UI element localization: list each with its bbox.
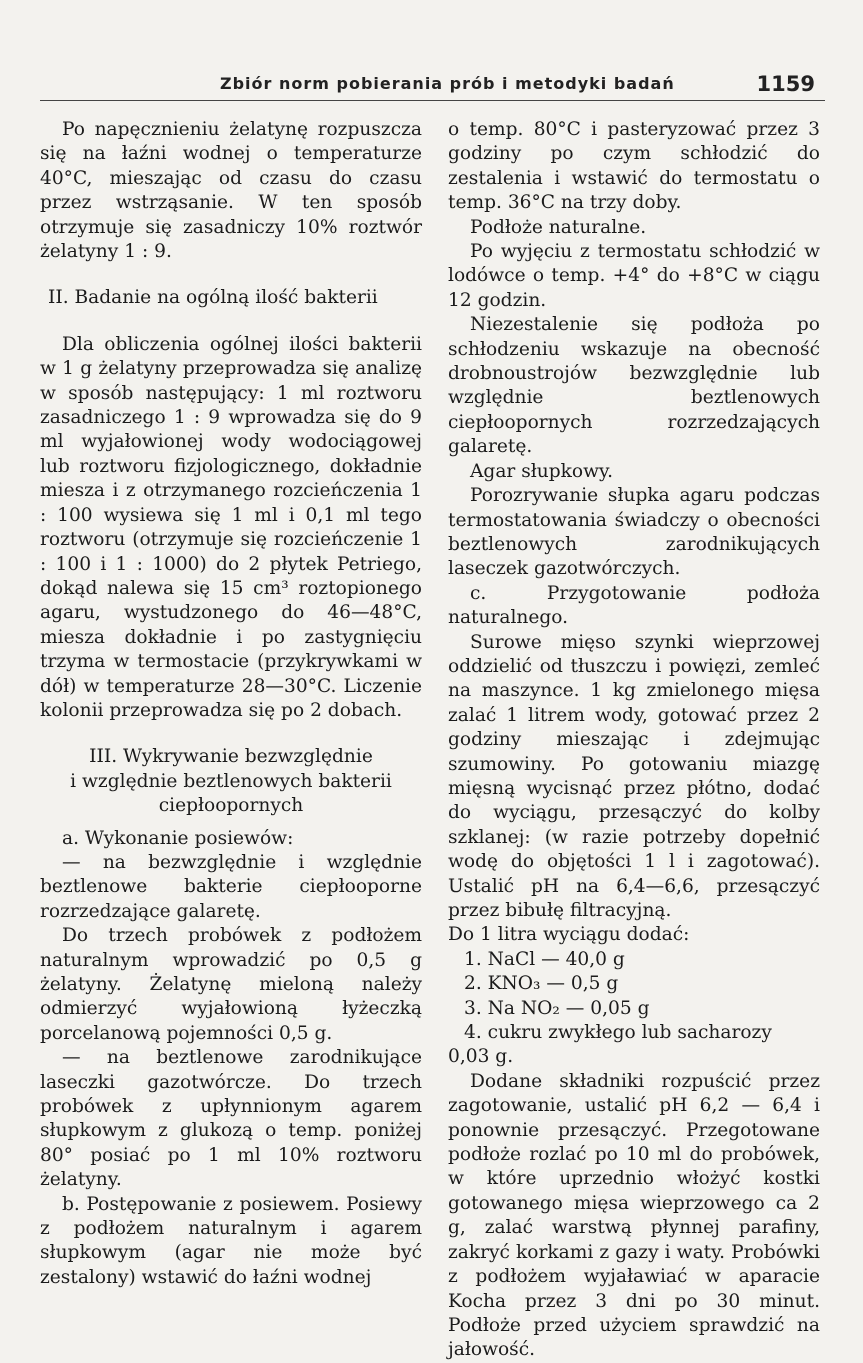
section-heading-iii-line3: ciepłoopornych xyxy=(158,795,304,817)
paragraph: Agar słupkowy. xyxy=(470,460,613,482)
section-heading-iii-line2: i względnie beztlenowych bakterii xyxy=(70,770,392,792)
paragraph: b. Postępowanie z posiewem. Posiewy z podłożem naturalnym i agarem słupkowym (agar nie może być zestalony) wstawić do łaźni wodnej xyxy=(40,1193,422,1288)
ingredient-list xyxy=(448,948,820,1046)
list-item: 2. KNO₃ — 0,5 g xyxy=(464,973,619,995)
paragraph: Dla obliczenia ogólnej ilości bakterii w 1 g żelatyny przeprowadza się analizę w sposób następujący: 1 ml roztworu zasadniczego 1 : 9 wprowadza się do 9 ml wyjałowionej wody wodociągowej lub roztworu fizjologicznego, dokładnie miesza i z otrzymanego rozcieńczenia 1 : 100 wysiewa się 1 ml i 0,1 ml tego roztworu (otrzymuje się rozcieńczenie 1 : 100 i 1 : 1000) do 2 płytek Petriego, dokąd nalewa się 15 cm³ roztopionego agaru, wystudzonego do 46—48°C, miesza dokładnie i po zastygnięciu trzyma w termostacie (przykrywkami w dół) w temperaturze 28—30°C. Liczenie kolonii przeprowadza się po 2 dobach. xyxy=(40,333,422,721)
section-heading-iii-line1: III. Wykrywanie bezwzględnie xyxy=(89,746,373,768)
page-header xyxy=(40,72,825,100)
left-column xyxy=(40,118,422,1290)
paragraph: Porozrywanie słupka agaru podczas termostatowania świadczy o obecności beztlenowych zarodnikujących laseczek gazotwórczych. xyxy=(448,485,820,580)
paragraph: c. Przygotowanie podłoża naturalnego. xyxy=(448,582,820,629)
paragraph: o temp. 80°C i pasteryzować przez 3 godziny po czym schłodzić do zestalenia i wstawić do termostatu o temp. 36°C na trzy doby. xyxy=(448,119,820,214)
list-item: 3. Na NO₂ — 0,05 g xyxy=(464,997,650,1019)
section-heading-ii: II. Badanie na ogólną ilość bakterii xyxy=(48,287,378,309)
paragraph: Podłoże naturalne. xyxy=(470,216,647,238)
right-column xyxy=(448,118,820,1363)
paragraph: Niezestalenie się podłoża po schłodzeniu wskazuje na obecność drobnoustrojów bezwzględnie lub względnie beztlenowych ciepłoopornych rozrzedzających galaretę. xyxy=(448,314,820,458)
paragraph: Do trzech probówek z podłożem naturalnym wprowadzić po 0,5 g żelatyny. Żelatynę mieloną należy odmierzyć wyjałowioną łyżeczką porcelanową pojemności 0,5 g. xyxy=(40,925,422,1044)
paragraph: — na bezwzględnie i względnie beztlenowe bakterie ciepłooporne rozrzedzające galaretę. xyxy=(40,851,422,922)
paragraph: Dodane składniki rozpuścić przez zagotowanie, ustalić pH 6,2 — 6,4 i ponownie przesączyć. Przegotowane podłoże rozlać po 10 ml do probówek, w które uprzednio włożyć kostki gotowanego mięsa wieprzowego ca 2 g, zalać warstwą płynnej parafiny, zakryć korkami z gazy i waty. Probówki z podłożem wyjaławiać w aparacie Kocha przez 3 dni po 30 minut. Podłoże przed użyciem sprawdzić na jałowość. xyxy=(448,1070,820,1361)
paragraph: — na beztlenowe zarodnikujące laseczki gazotwórcze. Do trzech probówek z upłynnionym agarem słupkowym z glukozą o temp. poniżej 80° posiać po 1 ml 10% roztworu żelatyny. xyxy=(40,1047,422,1191)
paragraph: Surowe mięso szynki wieprzowej oddzielić od tłuszczu i powięzi, zemleć na maszynce. 1 kg zmielonego mięsa zalać 1 litrem wody, gotować przez 2 godziny mieszając i zdejmując szumowiny. Po gotowaniu miazgę mięsną wycisnąć przez płótno, dodać do wyciągu, przesączyć do kolby szklanej: (w razie potrzeby dopełnić wodę do objętości 1 l i zagotować). Ustalić pH na 6,4—6,6, przesączyć przez bibułę filtracyjną. xyxy=(448,631,820,921)
paragraph: a. Wykonanie posiewów: xyxy=(62,827,294,849)
header-rule xyxy=(40,100,825,101)
list-item: 4. cukru zwykłego lub sacharozy xyxy=(464,1022,772,1044)
list-item-continuation: 0,03 g. xyxy=(448,1046,514,1068)
paragraph: Do 1 litra wyciągu dodać: xyxy=(448,924,690,946)
page-number: 1159 xyxy=(756,72,815,96)
paragraph: Po wyjęciu z termostatu schłodzić w lodówce o temp. +4° do +8°C w ciągu 12 godzin. xyxy=(448,241,820,311)
list-item: 1. NaCl — 40,0 g xyxy=(464,948,625,970)
paragraph: Po napęcznieniu żelatynę rozpuszcza się na łaźni wodnej o temperaturze 40°C, mieszając od czasu do czasu przez wstrząsanie. W ten sposób otrzymuje się zasadniczy 10% roztwór żelatyny 1 : 9. xyxy=(40,119,422,263)
running-title: Zbiór norm pobierania prób i metodyki badań xyxy=(220,74,675,93)
